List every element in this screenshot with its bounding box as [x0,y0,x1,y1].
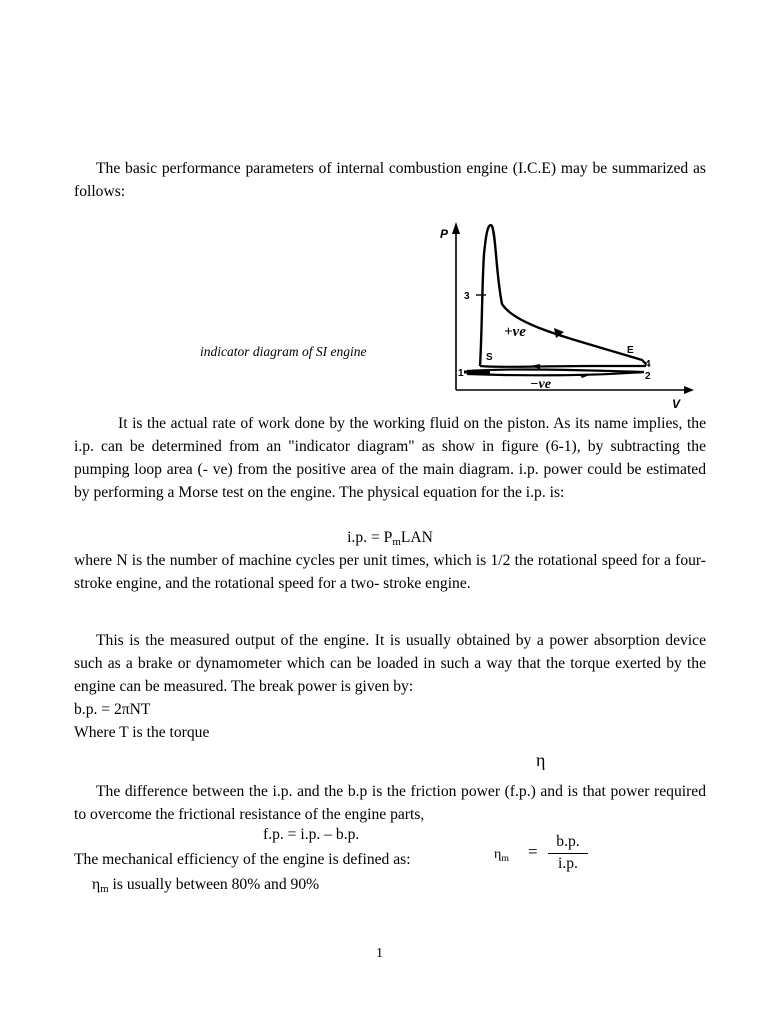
v-axis-label: V [672,397,681,410]
eta-m-eta: η [494,847,502,862]
indicator-diagram [430,214,700,410]
fraction-denominator: i.p. [558,855,578,872]
range-sub: m [100,883,109,895]
point-1-label: 1 [458,368,464,379]
eta-m-symbol [494,847,509,864]
v-axis-arrow [684,386,694,394]
figure-caption: indicator diagram of SI engine [200,344,367,359]
eta-symbol: η [536,750,546,770]
negative-area-label: −ve [530,377,551,392]
p-axis-label: P [440,227,449,241]
fraction-numerator: b.p. [548,833,588,854]
ip-explanation: where N is the number of machine cycles per unit times, which is 1/2 the rotational speed for a four- stroke engine, and the rotational speed for a two- stroke engine. [74,552,706,592]
ip-equation-prefix: i.p. = P [347,529,393,546]
ip-paragraph: It is the actual rate of work done by the working fluid on the piston. As its name implies, the i.p. can be determined from an "indicator diagram" as show in figure (6-1), by subtracting the pumping loop area (- ve) from the positive area of the main diagram. i.p. power could be estimated by performing a Morse test on the engine. The physical equation for the i.p. is: [74,415,706,501]
point-2-label: 2 [645,371,651,382]
intro-paragraph: The basic performance parameters of internal combustion engine (I.C.E) may be summarized as follows: [74,160,706,200]
compression-curve [480,366,646,367]
ip-equation-suffix: LAN [400,529,433,546]
efficiency-fraction [548,833,588,874]
efficiency-text: The mechanical efficiency of the engine is defined as: [74,851,411,868]
equals-sign: = [528,842,538,861]
torque-note: Where T is the torque [74,724,210,741]
ip-equation-sub: m [392,536,401,548]
range-text: is usually between 80% and 90% [108,876,320,893]
point-3-label: 3 [464,291,470,302]
range-eta: η [92,876,101,893]
pumping-loop [468,369,644,375]
bp-paragraph: This is the measured output of the engine. It is usually obtained by a power absorption device such as a brake or dynamometer which can be loaded in such a way that the torque exerted by the engine can be measured. The break power is given by: [74,632,706,695]
bp-equation: b.p. = 2πNT [74,701,151,718]
fp-paragraph: The difference between the i.p. and the b.p is the friction power (f.p.) and is that power required to overcome the frictional resistance of the engine parts, [74,783,706,823]
expansion-curve [480,225,646,366]
point-4-label: 4 [645,359,651,370]
efficiency-range [92,876,319,895]
point-e-label: E [627,345,634,356]
point-s-label: S [486,352,493,363]
eta-m-sub: m [501,853,509,864]
positive-area-label: +ve [504,324,526,340]
page-number: 1 [376,946,383,961]
fp-equation: f.p. = i.p. – b.p. [263,826,360,843]
p-axis-arrow [452,222,460,234]
